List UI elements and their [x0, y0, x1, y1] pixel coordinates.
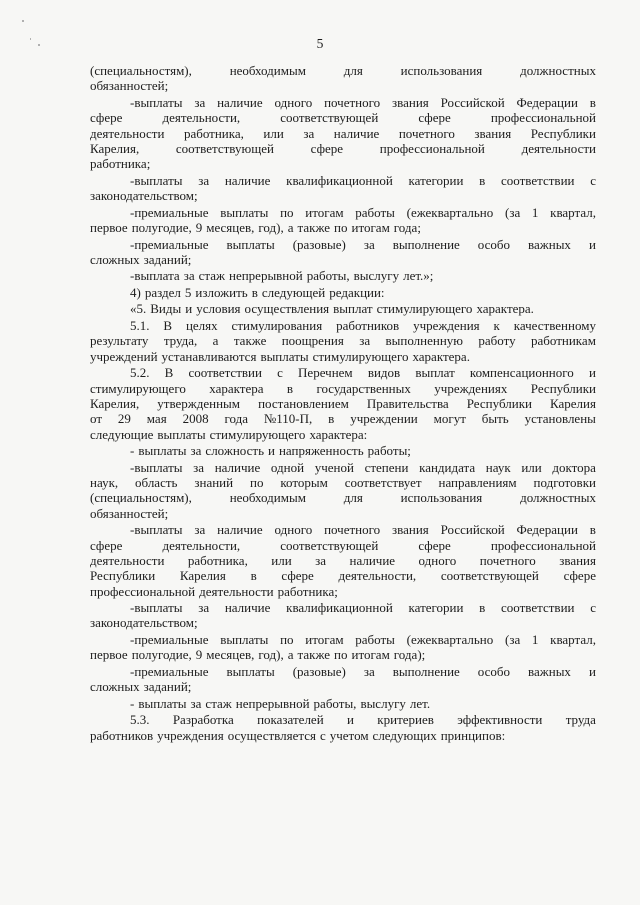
- paragraph: [90, 712, 596, 743]
- text-line: стимулирующего характера в государственных учреждениях Республики: [90, 380, 596, 396]
- text-line: профессиональной деятельности работника;: [90, 583, 338, 599]
- text-line: работников учреждения осуществляется с учетом следующих принципов:: [90, 727, 506, 743]
- text-line: результату труда, а также поощрения за выполненную работу работникам: [90, 333, 596, 349]
- text-line: -премиальные выплаты по итогам работы (ежеквартально (за 1 квартал,: [130, 632, 596, 647]
- text-line: -премиальные выплаты (разовые) за выполнение особо важных и: [130, 663, 596, 679]
- paragraph: [90, 95, 596, 172]
- text-line: работника;: [90, 156, 151, 172]
- text-line: (специальностям), необходимым для использования должностных: [90, 490, 596, 506]
- paragraph: [90, 460, 596, 521]
- page-number: 5: [316, 36, 324, 51]
- scan-speck: [38, 44, 40, 46]
- paragraph: [90, 285, 596, 300]
- paragraph: [90, 318, 596, 364]
- paragraph: [90, 443, 596, 458]
- scan-speck: [30, 38, 31, 40]
- text-line: деятельности работника, или за наличие одного почетного звания: [90, 552, 596, 568]
- text-line: -выплаты за наличие одной ученой степени кандидата наук или доктора: [130, 459, 596, 475]
- paragraph: [90, 632, 596, 663]
- text-line: 5.2. В соответствии с Перечнем видов выплат компенсационного и: [130, 365, 596, 381]
- text-line: наук, область знаний по которым соответствует направлениям подготовки: [90, 475, 596, 490]
- text-line: первое полугодие, 9 месяцев, год), а также по итогам года;: [90, 220, 421, 235]
- text-line: «5. Виды и условия осуществления выплат стимулирующего характера.: [130, 301, 534, 317]
- text-line: - выплаты за сложность и напряженность работы;: [130, 443, 411, 459]
- text-line: деятельности работника, или за наличие почетного звания Республики: [90, 125, 596, 141]
- paragraph: [90, 205, 596, 236]
- text-line: 5.3. Разработка показателей и критериев эффективности труда: [130, 712, 596, 728]
- text-line: (специальностям), необходимым для использования должностных: [90, 63, 596, 78]
- text-line: учреждений устанавливаются выплаты стимулирующего характера.: [90, 348, 470, 364]
- text-line: -премиальные выплаты по итогам работы (ежеквартально (за 1 квартал,: [130, 204, 596, 220]
- text-line: -выплаты за наличие квалификационной категории в соответствии с: [130, 172, 596, 188]
- text-line: Карелия, соответствующей сфере профессиональной деятельности: [90, 140, 596, 156]
- paragraph: [90, 268, 596, 283]
- text-line: -выплата за стаж непрерывной работы, выслугу лет.»;: [130, 268, 434, 284]
- document-body: [90, 63, 596, 744]
- text-line: обязанностей;: [90, 78, 169, 94]
- text-line: -премиальные выплаты (разовые) за выполнение особо важных и: [130, 236, 596, 252]
- text-line: следующие выплаты стимулирующего характера:: [90, 426, 368, 442]
- paragraph: [90, 365, 596, 442]
- text-line: законодательством;: [90, 188, 198, 204]
- text-line: Республики Карелия в сфере деятельности, соответствующей сфере: [90, 568, 596, 584]
- text-line: сфере деятельности, соответствующей сфере профессиональной: [90, 110, 596, 126]
- paragraph: [90, 600, 596, 631]
- paragraph: [90, 522, 596, 599]
- paragraph: [90, 696, 596, 711]
- paragraph: [90, 301, 596, 316]
- text-line: обязанностей;: [90, 505, 169, 521]
- text-line: 5.1. В целях стимулирования работников учреждения к качественному: [130, 318, 596, 333]
- text-line: сложных заданий;: [90, 251, 192, 267]
- text-line: первое полугодие, 9 месяцев, год), а также по итогам года);: [90, 647, 426, 663]
- text-line: -выплаты за наличие квалификационной категории в соответствии с: [130, 600, 596, 616]
- text-line: Карелия, утвержденным постановлением Правительства Республики Карелия: [90, 395, 596, 411]
- text-line: - выплаты за стаж непрерывной работы, выслугу лет.: [130, 695, 431, 711]
- paragraph: [90, 664, 596, 695]
- text-line: законодательством;: [90, 615, 198, 631]
- paragraph: [90, 237, 596, 268]
- paragraph: [90, 63, 596, 94]
- text-line: сложных заданий;: [90, 679, 192, 695]
- text-line: 4) раздел 5 изложить в следующей редакции:: [130, 284, 385, 300]
- text-line: от 29 мая 2008 года №110-П, в учреждении могут быть установлены: [90, 411, 596, 427]
- paragraph: [90, 173, 596, 204]
- text-line: -выплаты за наличие одного почетного звания Российской Федерации в: [130, 94, 596, 110]
- text-line: -выплаты за наличие одного почетного звания Российской Федерации в: [130, 522, 596, 538]
- text-line: сфере деятельности, соответствующей сфере профессиональной: [90, 537, 596, 553]
- scan-speck: [22, 20, 24, 22]
